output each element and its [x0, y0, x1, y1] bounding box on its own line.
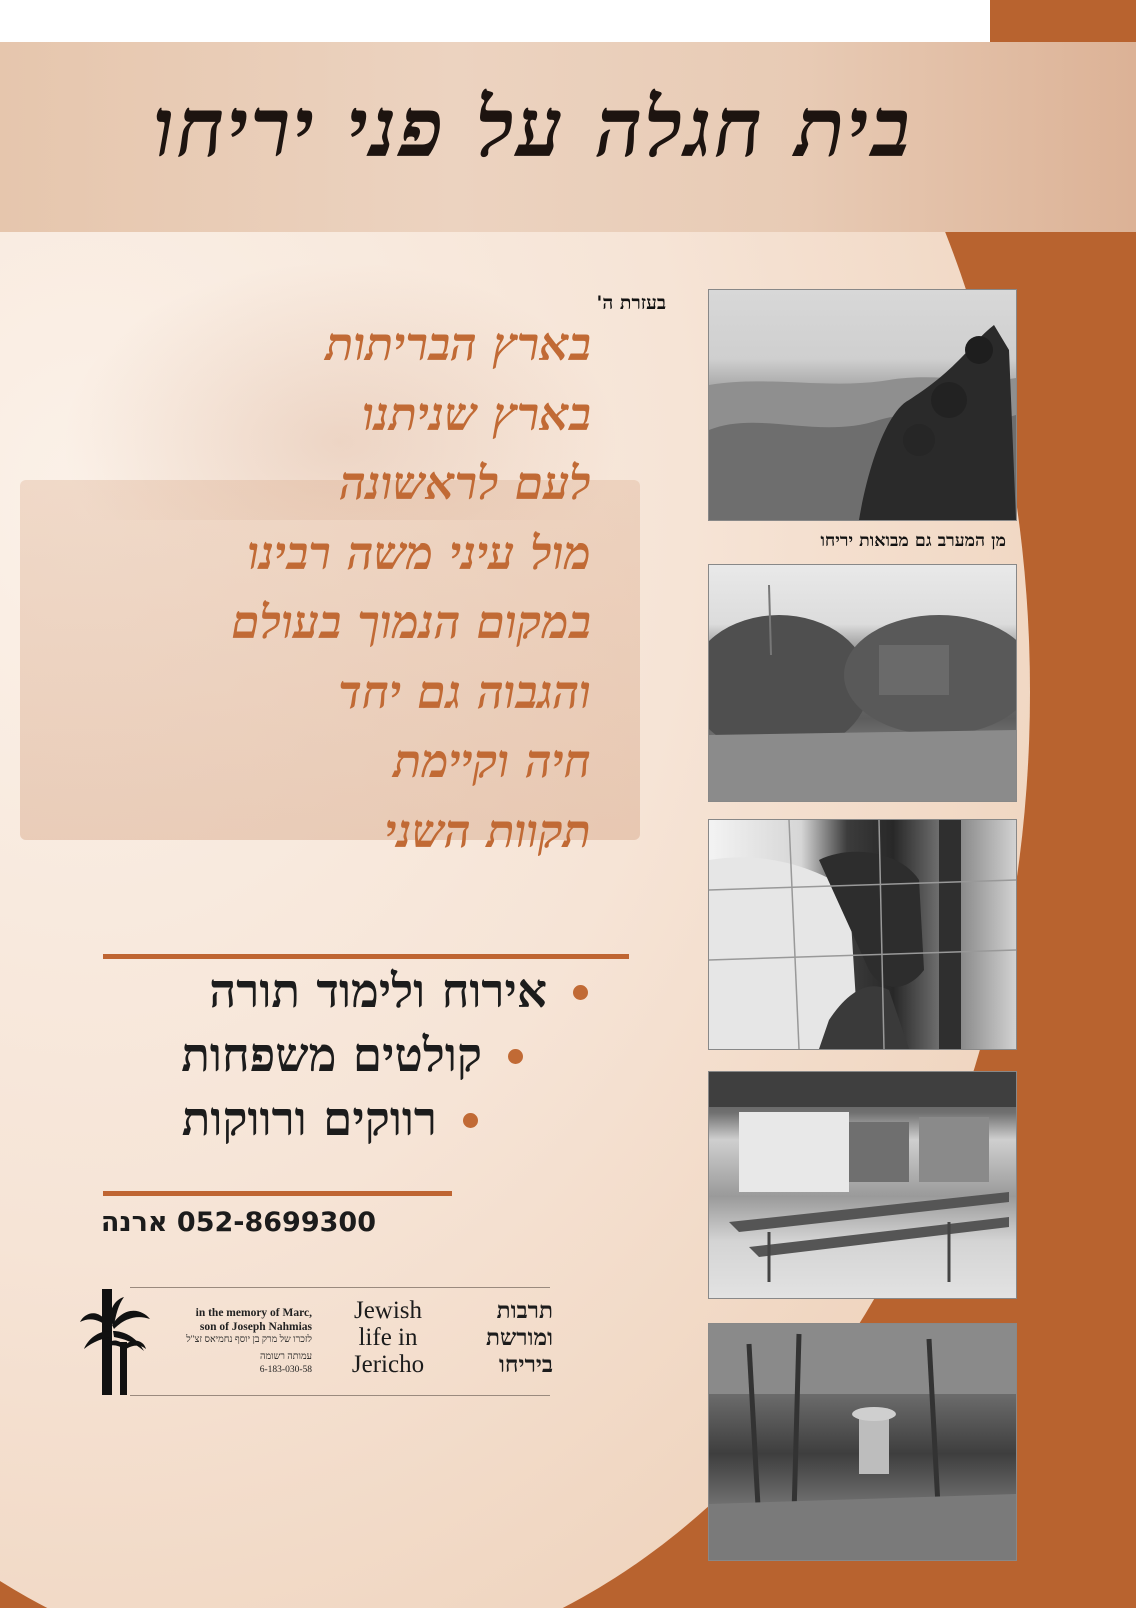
jewish-life-logo-text: [343, 1297, 433, 1378]
bullet-dot-icon: [508, 1049, 523, 1064]
logo-line: life in: [358, 1324, 418, 1351]
bullet-dot-icon: [463, 1113, 478, 1128]
contact-phone: 052-8699300 ארנה: [100, 1207, 376, 1238]
poem-line: והגבוה גם יחד: [338, 664, 591, 719]
list-item: [181, 960, 588, 1024]
service-label: רווקים ורווקות: [181, 1092, 437, 1147]
poem-line: תקוות השני: [384, 803, 591, 858]
logo-line: Jewish: [353, 1297, 423, 1324]
memory-line-en: in the memory of Marc,: [195, 1307, 312, 1319]
logo-line: Jericho: [351, 1351, 425, 1378]
divider-bottom: [103, 1191, 452, 1196]
page-title: בית חגלה על פני יריחו: [153, 80, 912, 176]
photo-caption: מן המערב גם מבואות יריחו: [820, 531, 1006, 551]
service-label: אירוח ולימוד תורה: [209, 964, 547, 1019]
garden-photo: [708, 1323, 1017, 1561]
service-label: קולטים משפחות: [181, 1028, 482, 1083]
bullet-dot-icon: [573, 985, 588, 1000]
services-list: [181, 960, 588, 1152]
blessing-text: בעזרת ה': [596, 292, 666, 314]
association-number: 6-183-030-58: [259, 1365, 312, 1375]
shrubs-photo: [708, 564, 1017, 802]
logo-line: ביריחו: [499, 1351, 553, 1378]
poem-line: חיה וקיימת: [393, 734, 591, 788]
tarbut-logo-text: [486, 1297, 553, 1378]
poem-line: במקום הנמוך בעולם: [231, 595, 591, 649]
poem-line: מול עיני משה רבינו: [247, 525, 591, 580]
desert-hills-photo: [708, 289, 1017, 521]
study-hall-photo: [708, 1071, 1017, 1299]
poem-line: בארץ הבריתות: [325, 317, 591, 371]
poem-line: לעם לראשונה: [339, 456, 591, 510]
corner-tab: [990, 0, 1136, 42]
logo-line: ומורשת: [485, 1324, 553, 1351]
list-item: [181, 1088, 478, 1152]
memory-line-he: לזכרו של מרק בן יוסף נחמיאס זצ"ל: [186, 1335, 312, 1345]
divider-top: [103, 954, 629, 959]
poem-line: בארץ שניתנו: [362, 386, 591, 441]
memorial-dedication: [92, 1306, 312, 1377]
logo-line: תרבות: [496, 1297, 553, 1324]
poem: [71, 310, 591, 866]
list-item: [181, 1024, 523, 1088]
memory-line-en: son of Joseph Nahmias: [199, 1321, 312, 1333]
association-label: עמותה רשומה: [260, 1352, 312, 1362]
goat-photo: [708, 819, 1017, 1050]
